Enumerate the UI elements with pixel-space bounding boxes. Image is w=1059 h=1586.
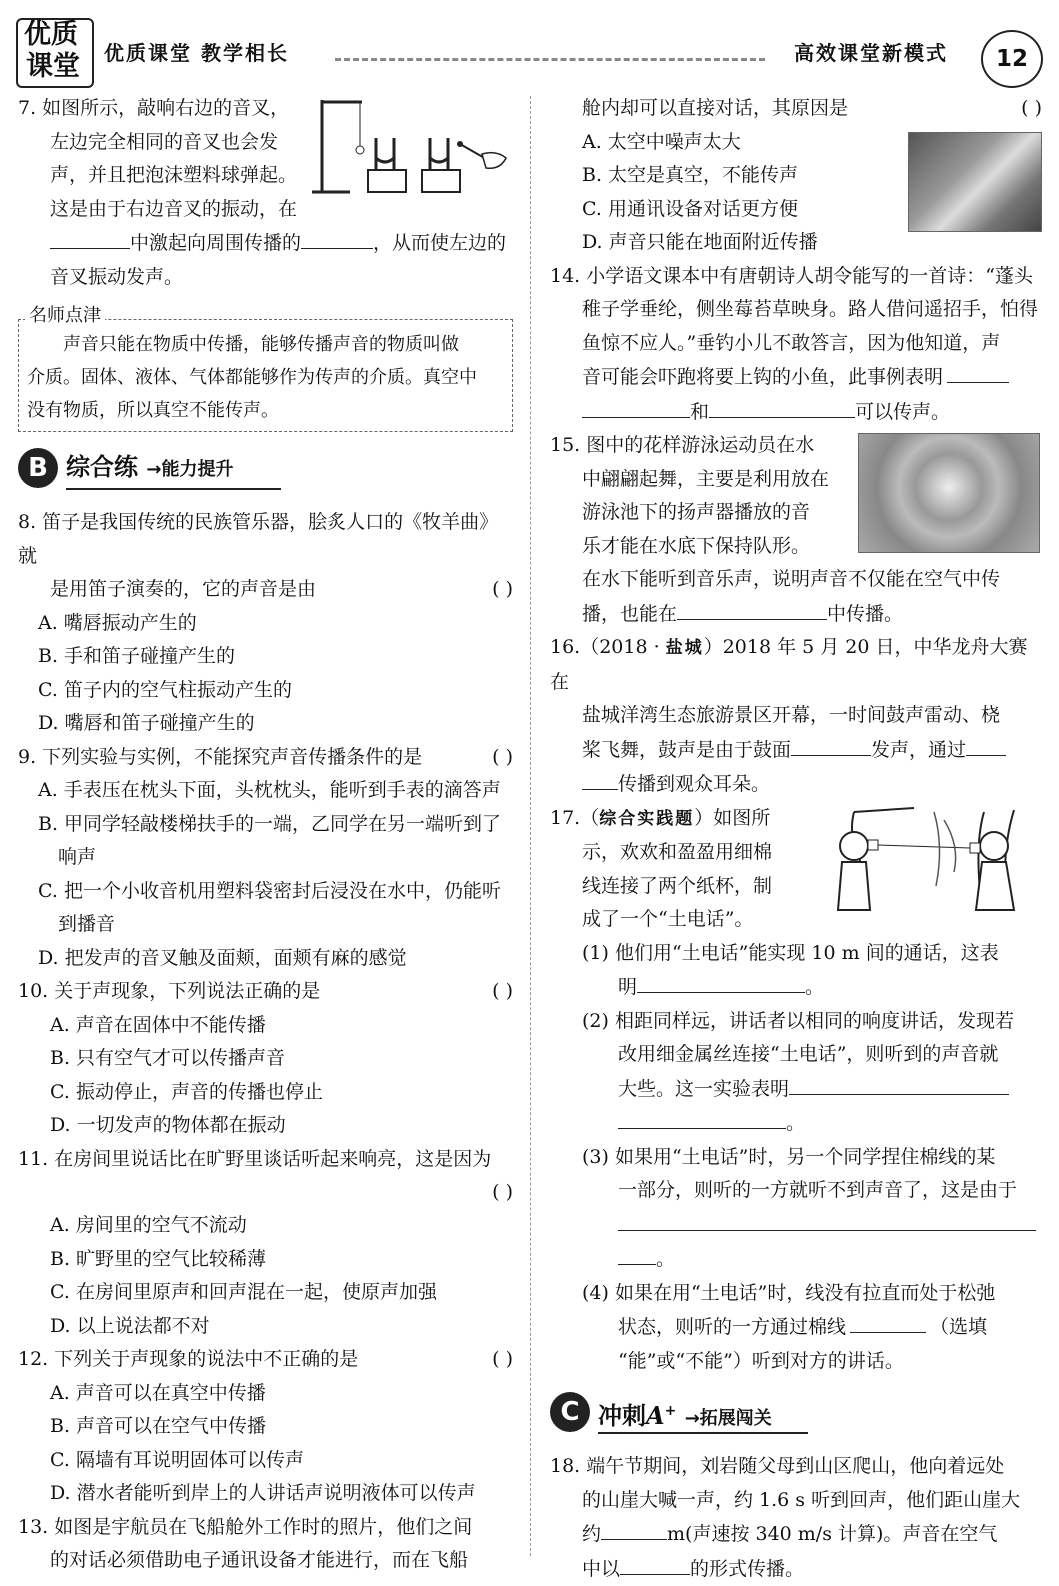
q15-text: 播，也能在 xyxy=(582,603,677,625)
tip-line: 介质。固体、液体、气体都能够作为传声的介质。真空中 xyxy=(27,361,504,394)
answer-blank[interactable] xyxy=(791,733,871,756)
section-b-badge: B xyxy=(18,448,58,488)
option: B. 甲同学轻敲楼梯扶手的一端，乙同学在另一端听到了 xyxy=(18,808,513,842)
teacher-tip-title: 名师点津 xyxy=(25,305,105,327)
section-title-text: 综合练 xyxy=(66,453,138,481)
q16-text: 16.（2018 · xyxy=(550,636,666,658)
option: C. 隔墙有耳说明固体可以传声 xyxy=(18,1444,513,1478)
q7-line: 7. 如图所示，敲响右边的音叉， xyxy=(18,92,513,126)
q18-line: 18. 端午节期间，刘岩随父母到山区爬山，他向着远处 xyxy=(550,1450,1042,1484)
header-left-text: 优质课堂 教学相长 xyxy=(104,42,289,64)
answer-blank[interactable] xyxy=(637,970,805,993)
option: C. 用通讯设备对话更方便 xyxy=(550,193,1042,227)
q14-text: 和 xyxy=(690,401,709,423)
q17-text: 大些。这一实验表明 xyxy=(618,1078,789,1100)
section-subtitle: →能力提升 xyxy=(146,459,233,480)
q14-line xyxy=(550,360,1042,395)
option: D. 以上说法都不对 xyxy=(18,1310,513,1344)
q17-text: 状态，则听的一方通过棉线 xyxy=(618,1316,846,1338)
q12-text: 12. 下列关于声现象的说法中不正确的是 xyxy=(18,1348,358,1370)
q13-line xyxy=(550,92,1042,126)
option: D. 潜水者能听到岸上的人讲话声说明液体可以传声 xyxy=(18,1477,513,1511)
q15-line: 在水下能听到音乐声，说明声音不仅能在空气中传 xyxy=(550,563,1042,597)
answer-blank[interactable] xyxy=(947,360,1009,383)
q8-line: 8. 笛子是我国传统的民族管乐器，脍炙人口的《牧羊曲》就 xyxy=(18,506,513,573)
tuning-fork-figure xyxy=(310,98,510,204)
q15-line: 乐才能在水底下保持队形。 xyxy=(550,530,1042,564)
answer-paren[interactable]: ( ) xyxy=(492,1343,513,1377)
header-right-text: 高效课堂新模式 xyxy=(794,42,948,64)
tip-line: 声音只能在物质中传播，能够传播声音的物质叫做 xyxy=(27,328,504,361)
option: A. 声音可以在真空中传播 xyxy=(18,1377,513,1411)
question-11 xyxy=(18,1143,513,1344)
q18-text: m(声速按 340 m/s 计算)。声音在空气 xyxy=(667,1523,997,1545)
option: A. 房间里的空气不流动 xyxy=(18,1209,513,1243)
page-header xyxy=(0,0,1059,92)
q17-part: 。 xyxy=(550,1106,1042,1141)
q16-line xyxy=(550,767,1042,802)
option: D. 把发声的音叉触及面颊，面颊有麻的感觉 xyxy=(18,942,513,976)
question-10 xyxy=(18,975,513,1143)
q17-part: (2) 相距同样远，讲话者以相同的响度讲话，发现若 xyxy=(550,1005,1042,1039)
option: C. 在房间里原声和回声混在一起，使原声加强 xyxy=(18,1276,513,1310)
q16-text: 发声，通过 xyxy=(871,739,966,761)
q14-text: 音可能会吓跑将要上钩的小鱼，此事例表明 xyxy=(582,366,943,388)
answer-blank[interactable] xyxy=(620,1552,690,1575)
q17-part: 改用细金属丝连接“土电话”，则听到的声音就 xyxy=(550,1038,1042,1072)
q17-part: “能”或“不能”）听到对方的讲话。 xyxy=(550,1345,1042,1379)
section-c-header xyxy=(550,1388,1042,1442)
q17-line: 成了一个“土电话”。 xyxy=(550,903,1042,937)
q17-part xyxy=(550,1310,1042,1345)
option: A. 手表压在枕头下面，头枕枕头，能听到手表的滴答声 xyxy=(18,774,513,808)
left-column xyxy=(18,92,513,1578)
q7-line: 音叉振动发声。 xyxy=(18,261,513,295)
question-13 xyxy=(18,1511,513,1578)
q13-line: 的对话必须借助电子通讯设备才能进行，而在飞船 xyxy=(18,1544,513,1578)
right-column xyxy=(550,92,1042,1586)
answer-blank[interactable] xyxy=(850,1310,926,1333)
q18-line xyxy=(550,1517,1042,1552)
q16-text: ）2018 年 5 月 20 日，中华龙舟大赛在 xyxy=(550,636,1028,693)
option: D. 声音只能在地面附近传播 xyxy=(550,226,1042,260)
q17-line: 示，欢欢和盈盈用细棉 xyxy=(550,836,1042,870)
option-cont: 到播音 xyxy=(18,908,513,942)
question-13-cont xyxy=(550,92,1042,260)
q7-line: 这是由于右边音叉的振动，在 xyxy=(18,193,513,227)
section-title-text: 冲刺 xyxy=(598,1402,646,1430)
q17-part: (1) 他们用“土电话”能实现 10 m 间的通话，这表 xyxy=(550,937,1042,971)
question-8 xyxy=(18,506,513,741)
answer-blank[interactable] xyxy=(582,767,618,790)
question-14 xyxy=(550,260,1042,430)
option: A. 太空中噪声太大 xyxy=(550,126,1042,160)
answer-blank[interactable] xyxy=(618,1242,656,1265)
q7-text: ，从而使左边的 xyxy=(373,232,506,254)
q9-text: 9. 下列实验与实例，不能探究声音传播条件的是 xyxy=(18,746,422,768)
q18-line: 的山崖大喊一声，约 1.6 s 听到回声，他们距山崖大 xyxy=(550,1484,1042,1518)
q10-line xyxy=(18,975,513,1009)
q10-text: 10. 关于声现象，下列说法正确的是 xyxy=(18,980,320,1002)
q13-line: 13. 如图是宇航员在飞船舱外工作时的照片，他们之间 xyxy=(18,1511,513,1545)
q17-part: (4) 如果在用“土电话”时，线没有拉直而处于松弛 xyxy=(550,1277,1042,1311)
q17-text: ）如图所 xyxy=(694,807,770,829)
answer-paren[interactable]: ( ) xyxy=(492,573,513,607)
logo xyxy=(16,18,94,88)
section-underline xyxy=(598,1432,808,1434)
question-16 xyxy=(550,631,1042,802)
answer-blank[interactable] xyxy=(618,1106,786,1129)
q17-line: 线连接了两个纸杯，制 xyxy=(550,870,1042,904)
option: A. 声音在固体中不能传播 xyxy=(18,1009,513,1043)
q14-line: 14. 小学语文课本中有唐朝诗人胡令能写的一首诗：“蓬头 xyxy=(550,260,1042,294)
q17-text: （选填 xyxy=(930,1316,987,1338)
answer-blank[interactable] xyxy=(601,1517,667,1540)
q15-line: 游泳池下的扬声器播放的音 xyxy=(550,496,1042,530)
q8-line xyxy=(18,573,513,607)
option: C. 笛子内的空气柱振动产生的 xyxy=(18,674,513,708)
header-dash-divider xyxy=(335,58,765,61)
section-grade: A xyxy=(646,1401,665,1430)
tip-line: 没有物质，所以真空不能传声。 xyxy=(27,394,504,427)
q17-text: 明 xyxy=(618,976,637,998)
q15-line: 中翩翩起舞，主要是利用放在 xyxy=(550,463,1042,497)
q7-text: 中激起向周围传播的 xyxy=(130,232,301,254)
section-c-badge: C xyxy=(550,1392,590,1432)
q11-line xyxy=(18,1176,513,1209)
column-divider xyxy=(530,96,531,1556)
answer-blank[interactable] xyxy=(966,733,1006,756)
q17-part: (3) 如果用“土电话”时，另一个同学捏住棉线的某 xyxy=(550,1141,1042,1175)
astronaut-photo xyxy=(908,132,1042,232)
q14-line xyxy=(550,395,1042,430)
question-12 xyxy=(18,1343,513,1511)
q7-line: 左边完全相同的音叉也会发 xyxy=(18,126,513,160)
q13-text: 舱内却可以直接对话，其原因是 xyxy=(582,97,848,119)
teacher-tip-box xyxy=(18,319,513,432)
q17-part xyxy=(550,1072,1042,1107)
section-subtitle: →拓展闯关 xyxy=(685,1408,772,1429)
q17-part: 明 。 xyxy=(550,970,1042,1005)
answer-paren[interactable]: ( ) xyxy=(492,741,513,775)
q17-text: 17.（ xyxy=(550,807,599,829)
q14-line: 鱼惊不应人。”垂钓小儿不敢答言，因为他知道，声 xyxy=(550,327,1042,361)
q14-line: 稚子学垂纶，侧坐莓苔草映身。路人借问遥招手，怕得 xyxy=(550,293,1042,327)
q7-line xyxy=(18,226,513,261)
q17-part xyxy=(550,1208,1042,1243)
option: C. 振动停止，声音的传播也停止 xyxy=(18,1076,513,1110)
question-18 xyxy=(550,1450,1042,1586)
q11-line: 11. 在房间里说话比在旷野里谈话听起来响亮，这是因为 xyxy=(18,1143,513,1177)
answer-blank[interactable] xyxy=(50,226,130,249)
answer-blank[interactable] xyxy=(301,226,373,249)
q12-line xyxy=(18,1343,513,1377)
answer-paren[interactable]: ( ) xyxy=(1021,92,1042,126)
q18-line xyxy=(550,1552,1042,1586)
section-c-title xyxy=(598,1394,772,1436)
option: B. 声音可以在空气中传播 xyxy=(18,1410,513,1444)
option-cont: 响声 xyxy=(18,841,513,875)
q17-part: 。 xyxy=(550,1242,1042,1277)
logo-top: 优质 xyxy=(24,20,78,50)
option: C. 把一个小收音机用塑料袋密封后浸没在水中，仍能听 xyxy=(18,875,513,909)
q17-type-tag: 综合实践题 xyxy=(599,809,694,829)
q16-city-tag: 盐城 xyxy=(666,638,704,658)
q16-text: 传播到观众耳朵。 xyxy=(618,773,770,795)
answer-blank[interactable] xyxy=(618,1208,1036,1231)
section-b-header xyxy=(18,444,513,498)
answer-blank[interactable] xyxy=(709,395,855,418)
q16-line xyxy=(550,733,1042,768)
q17-part: 一部分，则听的一方就听不到声音了，这是由于 xyxy=(550,1174,1042,1208)
q16-line: 盐城洋湾生态旅游景区开幕，一时间鼓声雷动、桡 xyxy=(550,699,1042,733)
q8-text: 是用笛子演奏的，它的声音是由 xyxy=(50,578,316,600)
section-grade-plus: + xyxy=(665,1403,677,1419)
option: B. 太空是真空，不能传声 xyxy=(550,159,1042,193)
answer-paren[interactable]: ( ) xyxy=(492,1176,513,1210)
q18-text: 约 xyxy=(582,1523,601,1545)
q15-line: 15. 图中的花样游泳运动员在水 xyxy=(550,429,1042,463)
answer-paren[interactable]: ( ) xyxy=(492,975,513,1009)
q9-line xyxy=(18,741,513,775)
q16-line xyxy=(550,631,1042,699)
option: B. 只有空气才可以传播声音 xyxy=(18,1042,513,1076)
string-telephone-figure xyxy=(824,806,1040,914)
q16-text: 桨飞舞，鼓声是由于鼓面 xyxy=(582,739,791,761)
q18-text: 中以 xyxy=(582,1558,620,1580)
q14-text: 可以传声。 xyxy=(855,401,950,423)
question-15 xyxy=(550,429,1042,631)
q18-text: 的形式传播。 xyxy=(690,1558,804,1580)
answer-blank[interactable] xyxy=(582,395,690,418)
answer-blank[interactable] xyxy=(677,597,827,620)
option: D. 一切发声的物体都在振动 xyxy=(18,1109,513,1143)
option: B. 手和笛子碰撞产生的 xyxy=(18,640,513,674)
page-number: 12 xyxy=(981,30,1043,88)
q7-line: 声，并且把泡沫塑料球弹起。 xyxy=(18,159,513,193)
logo-bottom: 课堂 xyxy=(26,52,80,82)
option: B. 旷野里的空气比较稀薄 xyxy=(18,1243,513,1277)
question-7 xyxy=(18,92,513,294)
answer-blank[interactable] xyxy=(789,1072,1009,1095)
section-underline xyxy=(66,488,281,490)
synchronized-swimming-photo xyxy=(858,433,1040,553)
option: D. 嘴唇和笛子碰撞产生的 xyxy=(18,707,513,741)
q15-text: 中传播。 xyxy=(827,603,903,625)
question-17 xyxy=(550,802,1042,1379)
section-b-title xyxy=(66,450,233,487)
option: A. 嘴唇振动产生的 xyxy=(18,607,513,641)
q15-line xyxy=(550,597,1042,632)
question-9 xyxy=(18,741,513,976)
